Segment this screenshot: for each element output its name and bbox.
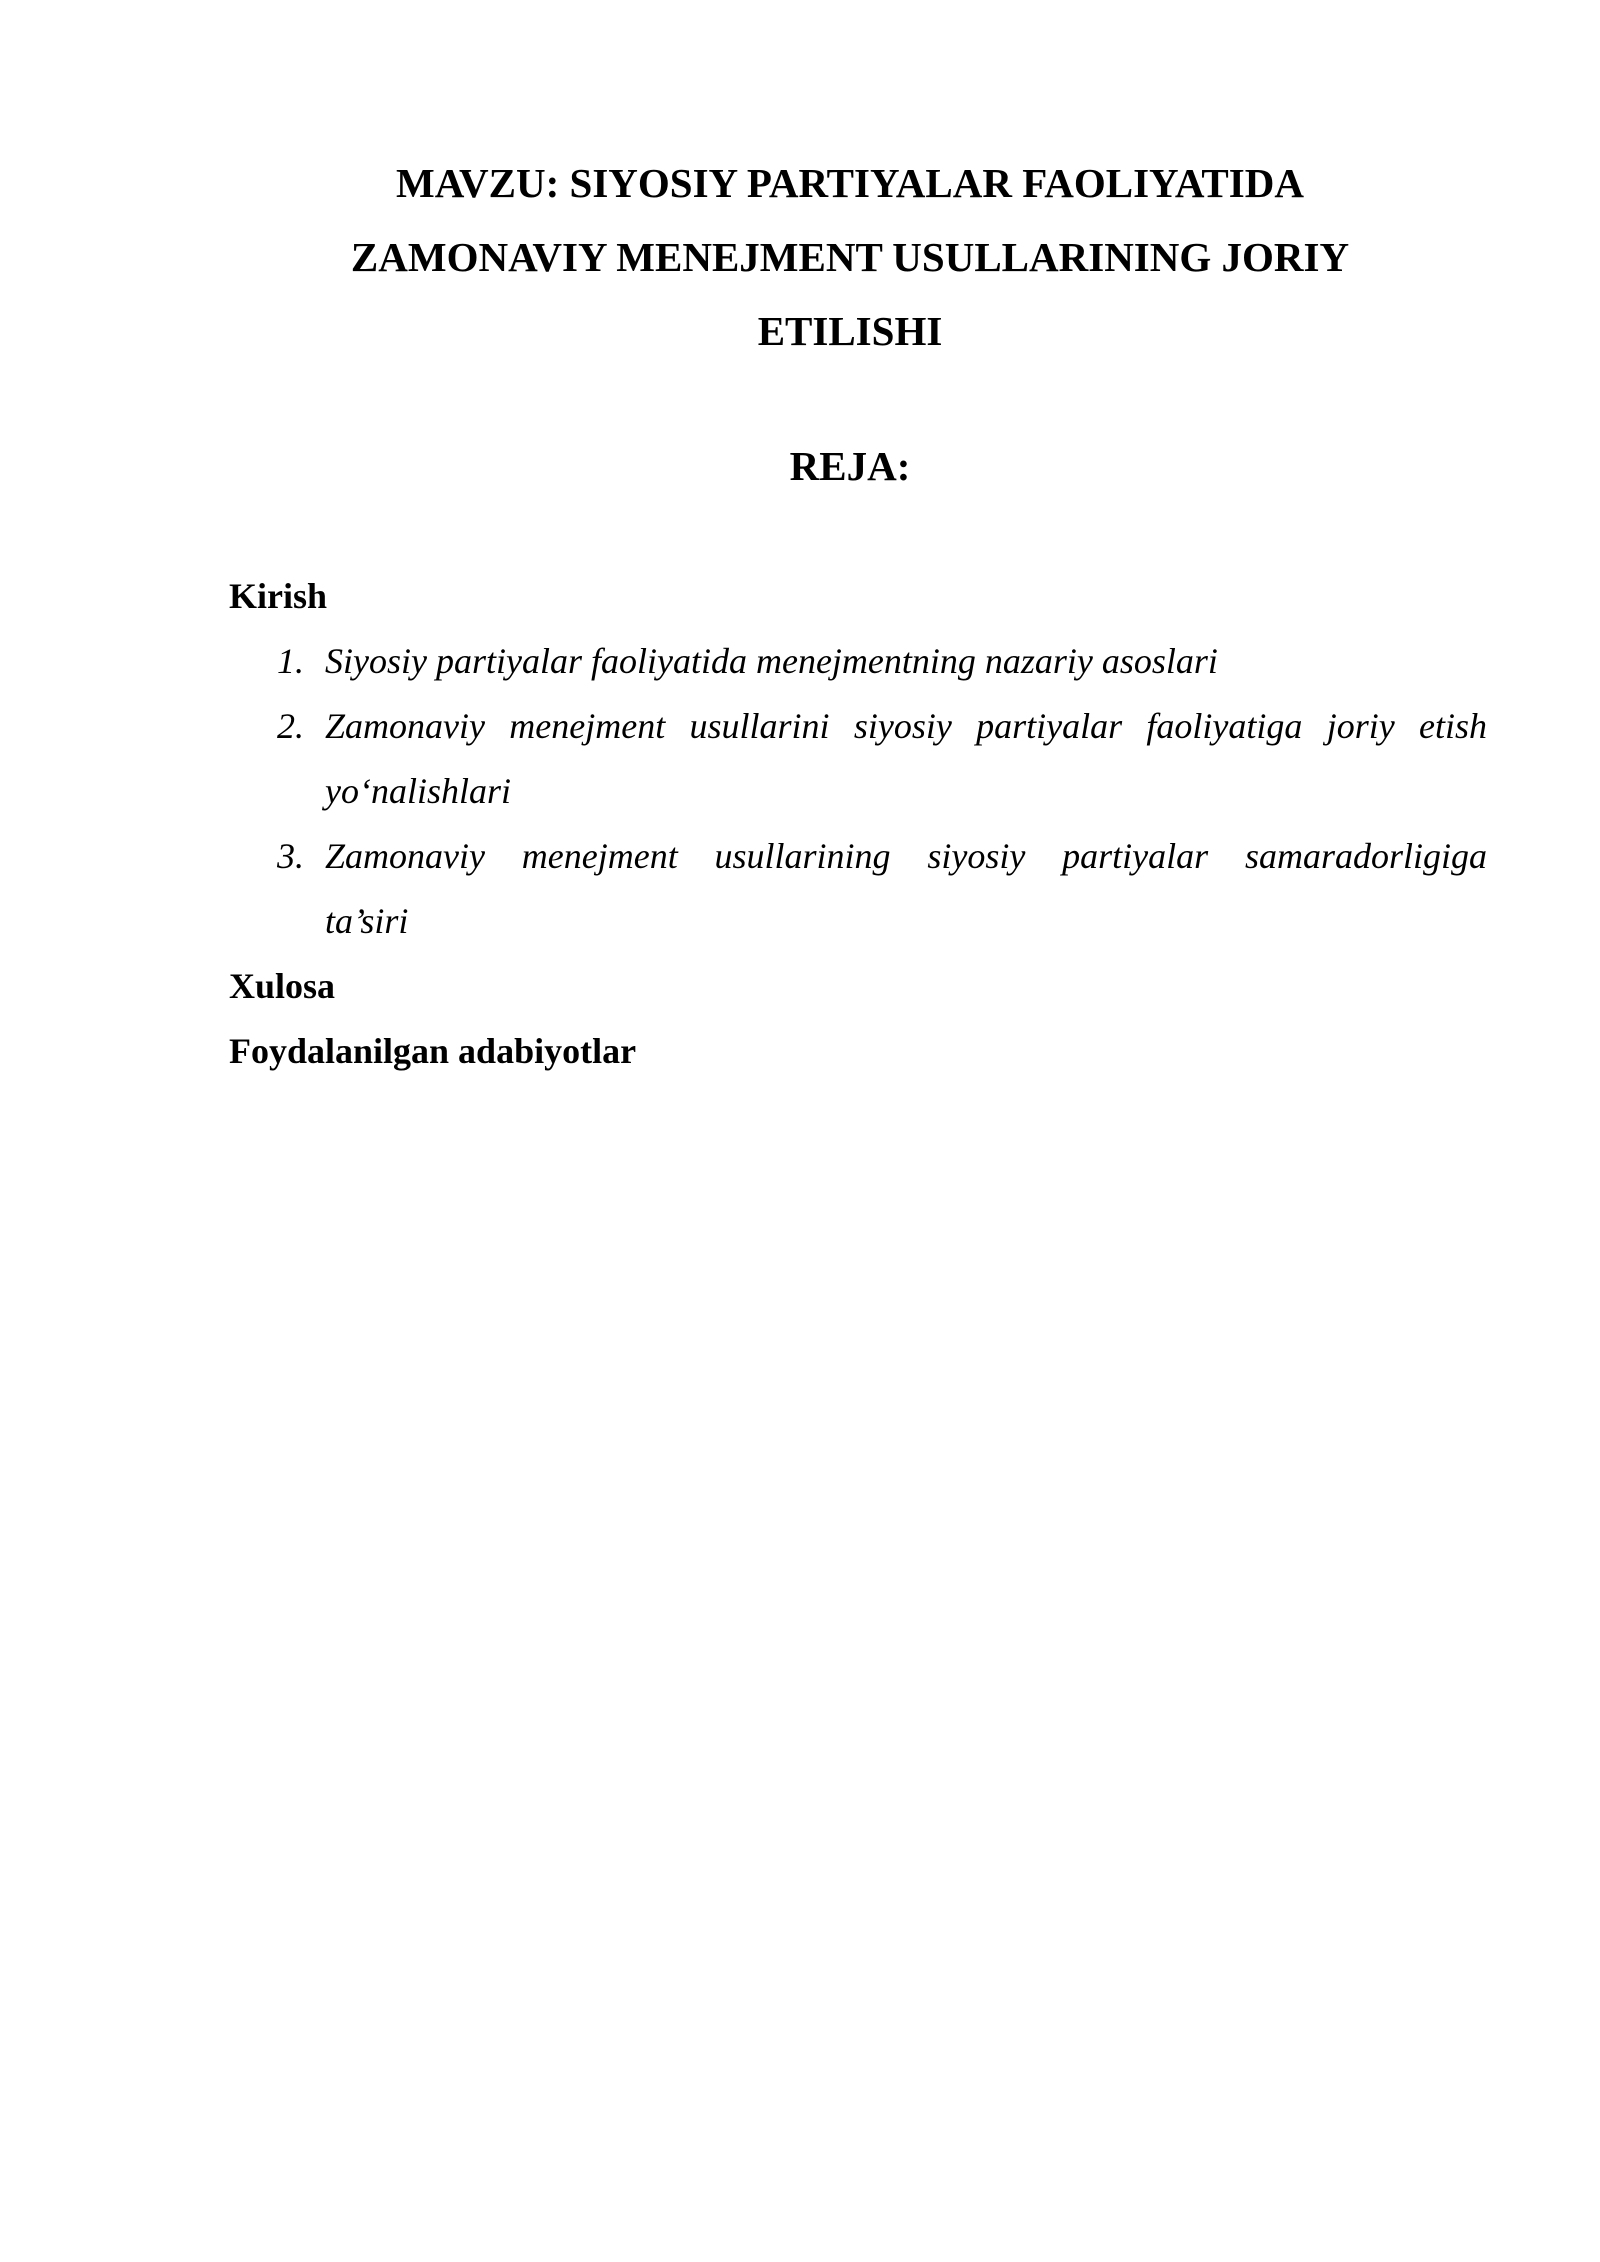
document-title	[300, 146, 1400, 368]
list-item	[229, 824, 1487, 954]
title-line-1: MAVZU: SIYOSIY PARTIYALAR FAOLIYATIDA	[396, 160, 1304, 206]
title-line-2: ZAMONAVIY MENEJMENT USULLARINING JORIY	[350, 234, 1350, 280]
intro-heading: Kirish	[229, 576, 328, 616]
list-item-text-line-2: ta’siri	[325, 901, 409, 941]
list-item-text: Siyosiy partiyalar faoliyatida menejmentning nazariy asoslari	[325, 641, 1218, 681]
plan-list	[229, 629, 1487, 954]
title-line-3: ETILISHI	[757, 308, 943, 354]
plan-outline	[229, 564, 1487, 1084]
list-item	[229, 694, 1487, 824]
list-item-number: 1.	[277, 641, 304, 681]
conclusion-heading: Xulosa	[229, 966, 336, 1006]
list-item	[229, 629, 1487, 694]
list-item-text-line-1: Zamonaviy menejment usullarini siyosiy partiyalar faoliyatiga joriy etish	[325, 706, 1487, 746]
list-item-number: 3.	[277, 836, 304, 876]
plan-heading: REJA:	[789, 443, 911, 489]
list-item-text-line-2: yo‘nalishlari	[325, 771, 511, 811]
list-item-number: 2.	[277, 706, 304, 746]
list-item-text-line-1: Zamonaviy menejment usullarining siyosiy partiyalar samaradorligiga	[325, 836, 1487, 876]
references-heading: Foydalanilgan adabiyotlar	[229, 1031, 637, 1071]
